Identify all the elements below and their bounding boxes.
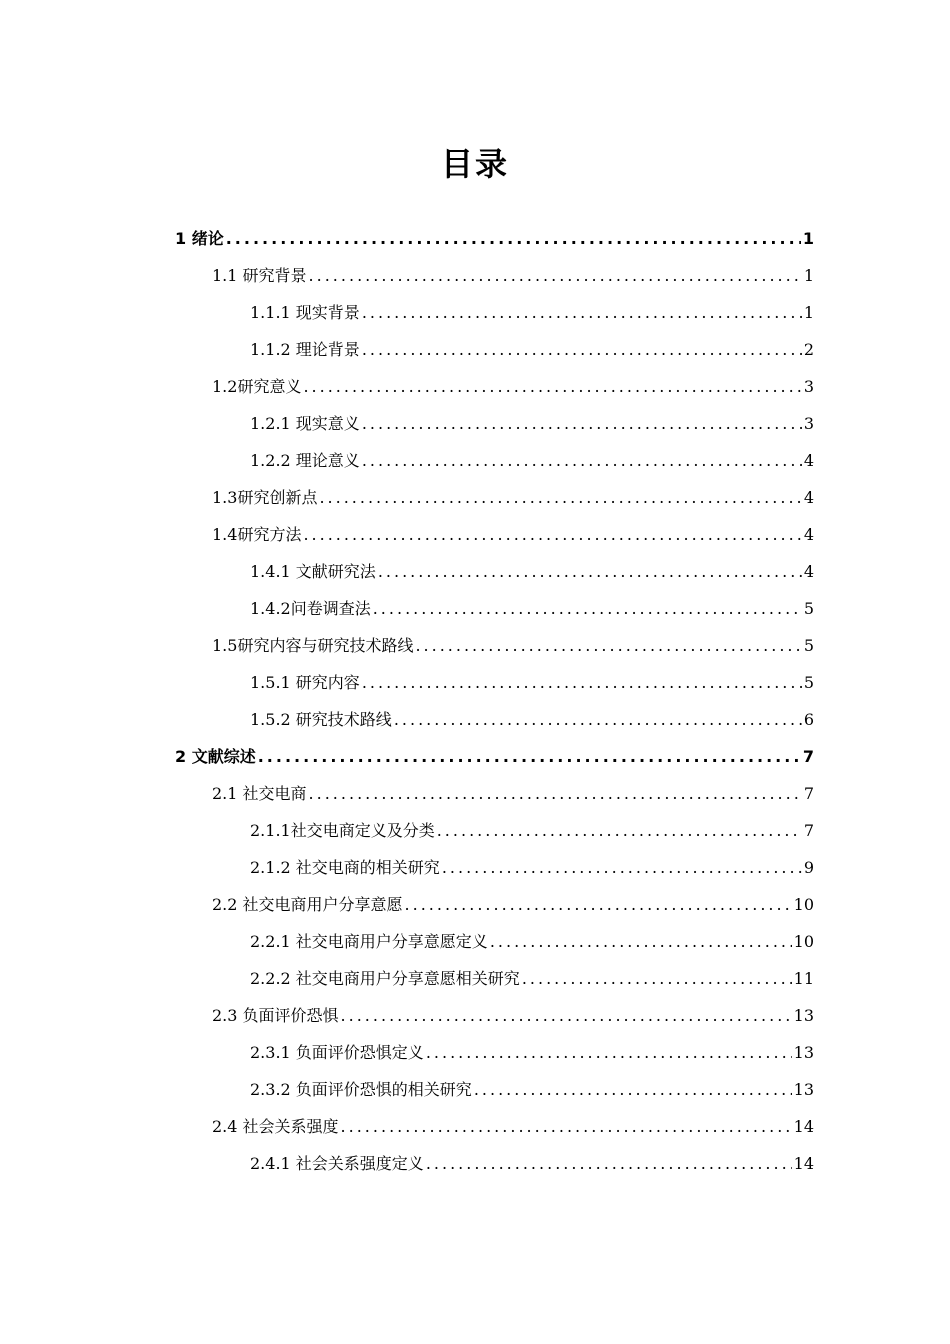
toc-page-number: 5 [803,673,814,692]
toc-dot-leader [362,295,802,331]
toc-entry-title: 2.4 社会关系强度 [212,1117,339,1136]
toc-entry[interactable] [250,1035,814,1071]
toc-page-number: 4 [803,451,814,470]
toc-page-number: 7 [803,821,814,840]
toc-entry[interactable] [175,739,814,775]
toc-entry-title: 1.2研究意义 [212,377,302,396]
toc-page-number: 13 [793,1080,814,1099]
toc-page-number: 7 [803,784,814,803]
toc-entry-title: 2.1 社交电商 [212,784,307,803]
toc-entry[interactable] [250,1146,814,1182]
toc-dot-leader [437,813,802,849]
toc-entry-title: 2 文献综述 [175,747,256,766]
toc-dot-leader [373,591,802,627]
toc-dot-leader [415,628,801,664]
toc-dot-leader [474,1072,792,1108]
toc-entry[interactable] [212,517,814,553]
toc-entry-title: 2.2.2 社交电商用户分享意愿相关研究 [250,969,520,988]
toc-entry[interactable] [212,258,814,294]
toc-dot-leader [226,221,801,257]
toc-dot-leader [319,480,801,516]
toc-entry[interactable] [250,443,814,479]
toc-page-number: 1 [803,266,814,285]
toc-page-number: 14 [793,1117,814,1136]
toc-dot-leader [405,887,792,923]
toc-dot-leader [378,554,802,590]
toc-entry-title: 1.4.2问卷调查法 [250,599,371,618]
toc-entry-title: 2.4.1 社会关系强度定义 [250,1154,424,1173]
toc-entry-title: 1.2.2 理论意义 [250,451,360,470]
toc-entry[interactable] [250,665,814,701]
toc-entry[interactable] [250,1072,814,1108]
toc-entry-title: 1.3研究创新点 [212,488,318,507]
toc-dot-leader [341,1109,792,1145]
toc-page-number: 3 [803,414,814,433]
toc-entry[interactable] [212,628,814,664]
toc-entry-title: 1.5.1 研究内容 [250,673,360,692]
page-title: 目录 [440,145,509,183]
toc-page-number: 4 [803,525,814,544]
toc-entry-title: 2.1.2 社交电商的相关研究 [250,858,440,877]
toc-page-number: 6 [803,710,814,729]
toc-entry-title: 2.2.1 社交电商用户分享意愿定义 [250,932,488,951]
toc-page-number: 13 [793,1043,814,1062]
toc-dot-leader [309,258,802,294]
toc-page-number: 1 [803,303,814,322]
toc-dot-leader [490,924,792,960]
toc-page-number: 14 [793,1154,814,1173]
toc-page-number: 9 [803,858,814,877]
toc-entry-title: 1.1 研究背景 [212,266,307,285]
toc-dot-leader [362,443,802,479]
toc-entry[interactable] [250,406,814,442]
toc-entry-title: 1.2.1 现实意义 [250,414,360,433]
toc-page-number: 1 [802,229,814,248]
toc-page-number: 10 [793,932,814,951]
toc-page-number: 2 [803,340,814,359]
toc-entry[interactable] [250,702,814,738]
toc-entry[interactable] [250,554,814,590]
toc-entry[interactable] [250,813,814,849]
toc-entry-title: 1.5研究内容与研究技术路线 [212,636,414,655]
toc-entry[interactable] [212,887,814,923]
toc-page-number: 10 [793,895,814,914]
toc-entry[interactable] [212,480,814,516]
toc-page-number: 13 [793,1006,814,1025]
toc-dot-leader [426,1035,792,1071]
toc-dot-leader [522,961,792,997]
toc-entry-title: 1 绪论 [175,229,224,248]
toc-entry[interactable] [212,1109,814,1145]
toc-page-number: 5 [803,599,814,618]
toc-dot-leader [362,406,802,442]
toc-page-number: 11 [793,969,814,988]
toc-entry-title: 1.4.1 文献研究法 [250,562,376,581]
toc-entry-title: 1.1.1 现实背景 [250,303,360,322]
toc-entry[interactable] [212,776,814,812]
toc-entry[interactable] [175,221,814,257]
toc-entry-title: 2.3.1 负面评价恐惧定义 [250,1043,424,1062]
toc-page-number: 5 [803,636,814,655]
toc-entry-title: 1.5.2 研究技术路线 [250,710,392,729]
toc-entry[interactable] [250,924,814,960]
toc-entry[interactable] [250,591,814,627]
toc-dot-leader [362,665,802,701]
toc-entry[interactable] [250,961,814,997]
toc-dot-leader [303,369,801,405]
toc-entry[interactable] [212,998,814,1034]
toc-page-number: 3 [803,377,814,396]
toc-entry-title: 2.3 负面评价恐惧 [212,1006,339,1025]
toc-entry[interactable] [250,850,814,886]
toc-entry-title: 2.1.1社交电商定义及分类 [250,821,435,840]
toc-dot-leader [394,702,802,738]
toc-entry-title: 2.2 社交电商用户分享意愿 [212,895,403,914]
toc-page-number: 7 [802,747,814,766]
toc-dot-leader [362,332,802,368]
toc-entry[interactable] [250,332,814,368]
toc-dot-leader [258,739,801,775]
toc-dot-leader [341,998,792,1034]
toc-entry-title: 2.3.2 负面评价恐惧的相关研究 [250,1080,472,1099]
toc-entry[interactable] [250,295,814,331]
toc-entry-title: 1.4研究方法 [212,525,302,544]
toc-dot-leader [442,850,802,886]
toc-entry[interactable] [212,369,814,405]
toc-page-number: 4 [803,488,814,507]
toc-dot-leader [426,1146,792,1182]
toc-entry-title: 1.1.2 理论背景 [250,340,360,359]
toc-page-number: 4 [803,562,814,581]
toc-dot-leader [309,776,802,812]
toc-dot-leader [303,517,801,553]
